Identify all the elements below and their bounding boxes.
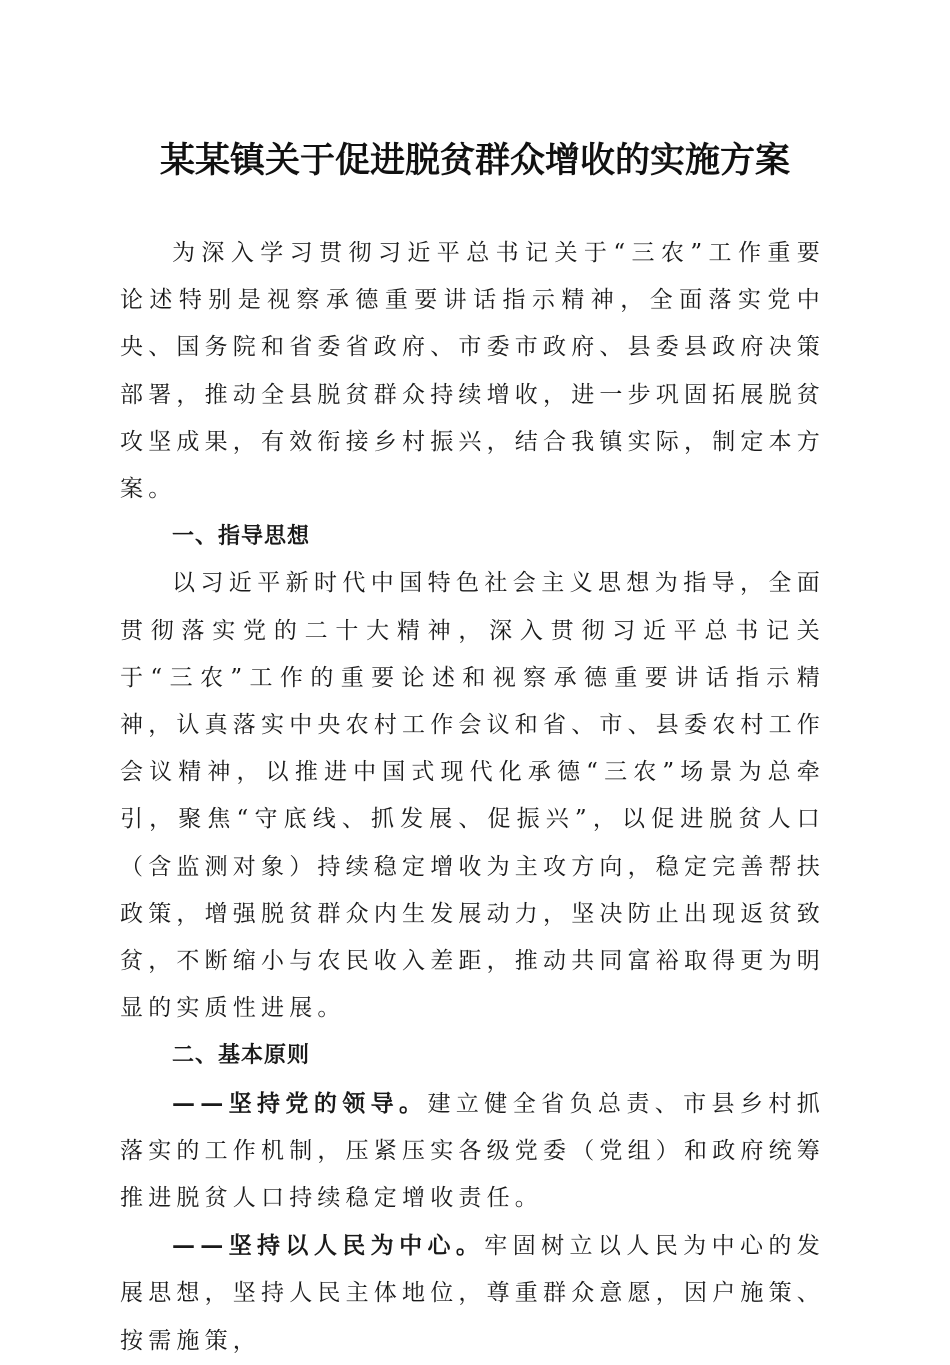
- principle-lead-party-leadership: ——坚持党的领导。: [172, 1089, 428, 1117]
- document-body: [120, 230, 825, 1365]
- principle-lead-people-centered: ——坚持以人民为中心。: [172, 1232, 485, 1260]
- principle-paragraph-party-leadership: [120, 1080, 825, 1223]
- section-heading-basic-principles: 二、基本原则: [172, 1043, 311, 1069]
- intro-paragraph: 为深入学习贯彻习近平总书记关于“三农”工作重要论述特别是视察承德重要讲话指示精神，全面落实党中央、国务院和省委省政府、市委市政府、县委县政府决策部署，推动全县脱贫群众持续增收，进一步巩固拓展脱贫攻坚成果，有效衔接乡村振兴，结合我镇实际，制定本方案。: [120, 240, 825, 503]
- guiding-thought-paragraph: 以习近平新时代中国特色社会主义思想为指导，全面贯彻落实党的二十大精神，深入贯彻习近平总书记关于“三农”工作的重要论述和视察承德重要讲话指示精神，认真落实中央农村工作会议和省、市、县委农村工作会议精神，以推进中国式现代化承德“三农”场景为总牵引，聚焦“守底线、抓发展、促振兴”，以促进脱贫人口（含监测对象）持续稳定增收为主攻方向，稳定完善帮扶政策，增强脱贫群众内生发展动力，坚决防止出现返贫致贫，不断缩小与农民收入差距，推动共同富裕取得更为明显的实质性进展。: [120, 570, 825, 1022]
- section-heading-guiding-thought: 一、指导思想: [172, 524, 311, 550]
- principle-text-party-leadership: 建立健全省负总责、市县乡村抓落实的工作机制，压紧压实各级党委（党组）和政府统筹推进脱贫人口持续稳定增收责任。: [120, 1090, 825, 1212]
- principle-text-people-centered: 牢固树立以人民为中心的发展思想，坚持人民主体地位，尊重群众意愿，因户施策、按需施策，: [120, 1233, 825, 1354]
- document-title: 某某镇关于促进脱贫群众增收的实施方案: [159, 140, 790, 181]
- principle-paragraph-people-centered: [120, 1222, 825, 1365]
